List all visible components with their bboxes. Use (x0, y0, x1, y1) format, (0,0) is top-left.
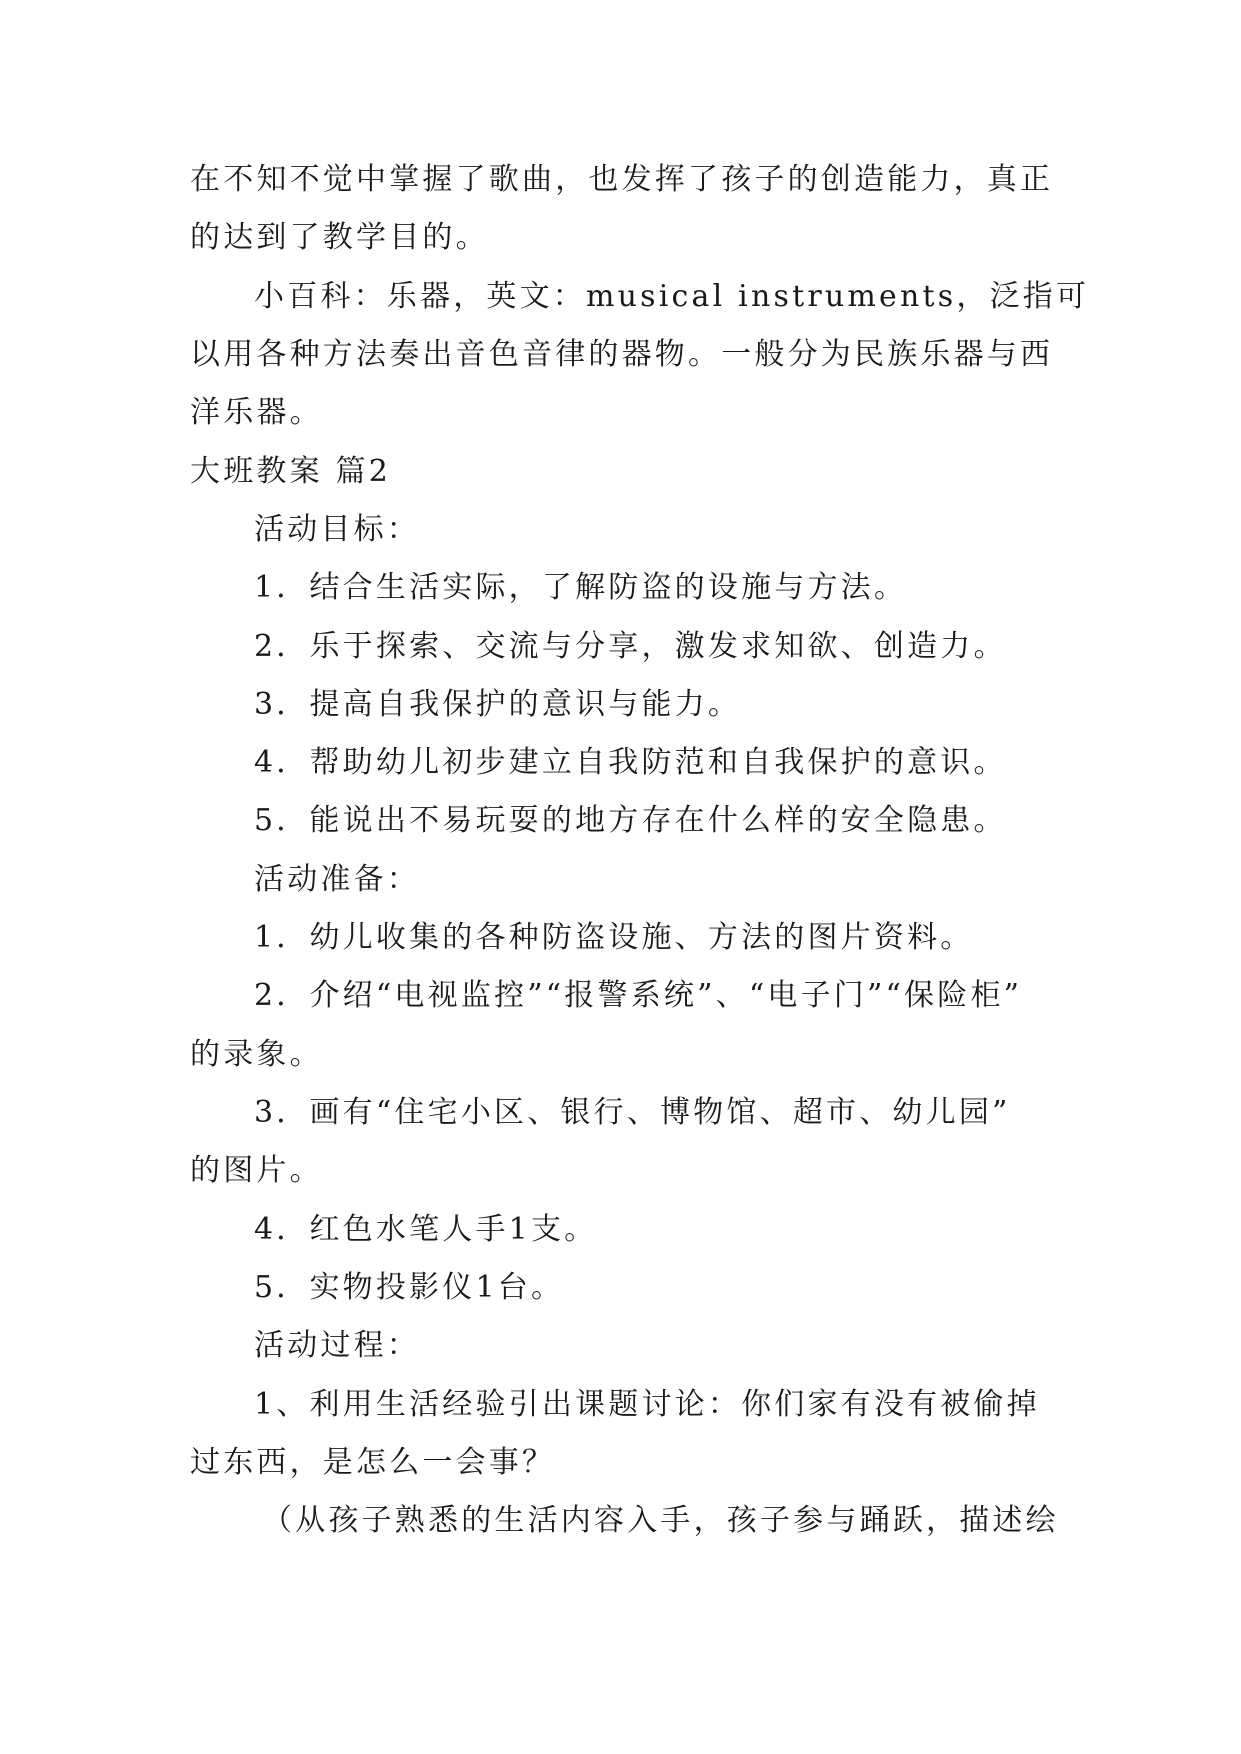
text-line: （从孩子熟悉的生活内容入手，孩子参与踊跃，描述绘 (262, 1503, 1059, 1538)
list-item: 4．帮助幼儿初步建立自我防范和自我保护的意识。 (254, 745, 1007, 780)
text-line: 过东西，是怎么一会事？ (190, 1445, 556, 1480)
list-item: 1．幼儿收集的各种防盗设施、方法的图片资料。 (254, 920, 974, 955)
subheading: 活动准备： (254, 862, 420, 897)
list-item: 1、利用生活经验引出课题讨论：你们家有没有被偷掉 (254, 1387, 1040, 1422)
list-item: 3．提高自我保护的意识与能力。 (254, 687, 742, 722)
subheading: 活动过程： (254, 1328, 420, 1363)
list-item: 5．能说出不易玩耍的地方存在什么样的安全隐患。 (254, 803, 1007, 838)
list-item: 1．结合生活实际，了解防盗的设施与方法。 (254, 570, 908, 605)
list-item: 5．实物投影仪1台。 (254, 1270, 565, 1305)
text-line: 在不知不觉中掌握了歌曲，也发挥了孩子的创造能力，真正 (190, 162, 1054, 197)
text-line: 以用各种方法奏出音色音律的器物。一般分为民族乐器与西 (190, 337, 1054, 372)
subheading: 活动目标： (254, 512, 420, 547)
text-line: 洋乐器。 (190, 395, 323, 430)
text-line: 的录象。 (190, 1037, 323, 1072)
text-line: 的达到了教学目的。 (190, 220, 489, 255)
list-item: 4．红色水笔人手1支。 (254, 1212, 598, 1247)
text-line: 的图片。 (190, 1153, 323, 1188)
section-heading: 大班教案 篇2 (190, 454, 392, 489)
text-line: 小百科：乐器，英文：musical instruments，泛指可 (254, 279, 1090, 314)
list-item: 2．介绍“电视监控”“报警系统”、“电子门”“保险柜” (254, 978, 1023, 1013)
list-item: 3．画有“住宅小区、银行、博物馆、超市、幼儿园” (254, 1095, 1011, 1130)
list-item: 2．乐于探索、交流与分享，激发求知欲、创造力。 (254, 629, 1007, 664)
